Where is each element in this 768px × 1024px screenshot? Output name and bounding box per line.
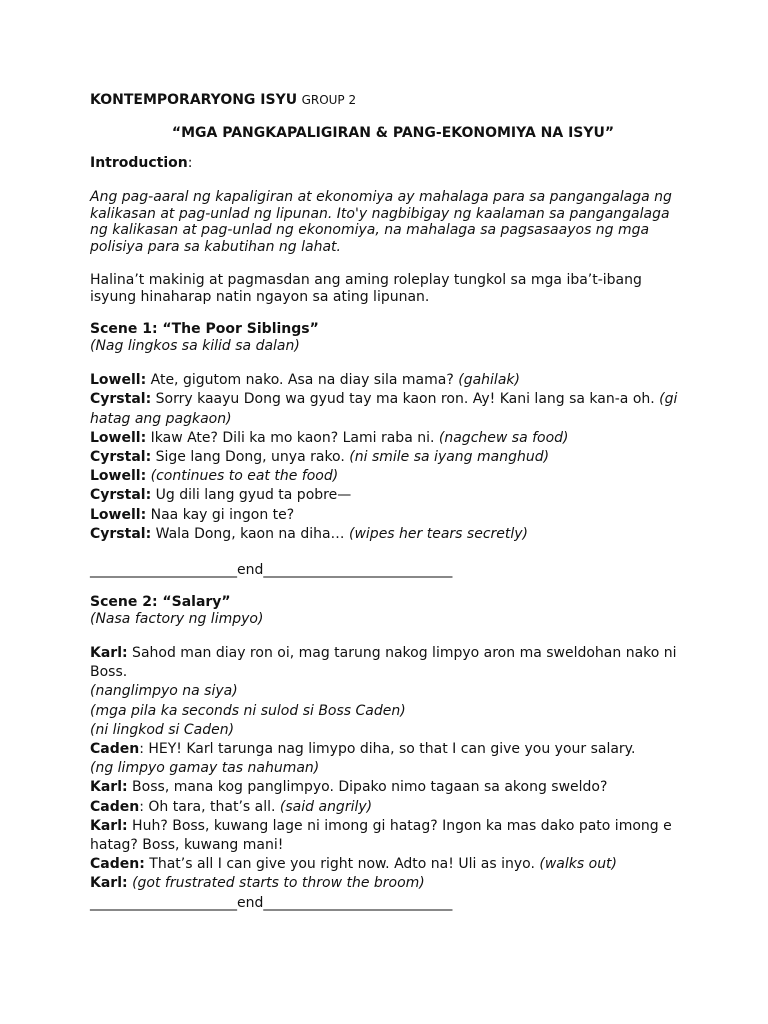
invitation-paragraph: Halina’t makinig at pagmasdan ang aming roleplay tungkol sa mga iba’t-ibang isyung hinaharap natin ngayon sa ating lipunan. [90, 271, 642, 305]
speaker-name: Cyrstal: [90, 487, 152, 504]
line-text: Huh? Boss, kuwang lage ni imong gi hatag? Ingon ka mas dako pato imong e hatag? Boss, kuwang mani! [90, 817, 672, 854]
speaker-name: Caden [90, 798, 140, 815]
scene1-setting: (Nag lingkos sa kilid sa dalan) [90, 338, 300, 355]
scene1-end-divider: _____________________end___________________________ [90, 562, 453, 579]
stage-direction: (nagchew sa food) [438, 429, 569, 446]
stage-direction: (nanglimpyo na siya) [90, 683, 238, 700]
scene2-end-divider: _____________________end___________________________ [90, 894, 453, 911]
group-label: GROUP 2 [301, 93, 357, 107]
stage-direction: (continues to eat the food) [150, 468, 339, 485]
dialogue-line [90, 778, 690, 797]
line-text: Sorry kaayu Dong wa gyud tay ma kaon ron. Ay! Kani lang sa kan-a oh. [151, 391, 660, 408]
document-page [90, 90, 690, 913]
stage-direction: (said angrily) [279, 798, 373, 815]
stage-direction: (got frustrated starts to throw the broom) [132, 875, 425, 892]
speaker-name: Lowell: [90, 429, 147, 446]
scene2-dialogue [90, 644, 690, 894]
dialogue-line [90, 855, 690, 874]
stage-direction: (ni lingkod si Caden) [90, 721, 235, 738]
scene1-title: Scene 1: “The Poor Siblings” [90, 321, 319, 338]
stage-direction: (ni smile sa iyang manghud) [349, 449, 550, 466]
dialogue-line [90, 486, 690, 505]
introduction-paragraph: Ang pag-aaral ng kapaligiran at ekonomiya ay mahalaga para sa pangangalaga ng kalikasan at pag-unlad ng lipunan. Ito'y nagbibigay ng kaalaman sa pangangalaga ng kalikasan at pag-unlad ng ekonomiya, na mahalaga sa pagsasaayos ng mga polisiya para sa kabutihan ng lahat. [90, 189, 672, 256]
scene2-setting: (Nasa factory ng limpyo) [90, 611, 264, 628]
line-text: Naa kay gi ingon te? [146, 506, 295, 523]
line-text: Sahod man diay ron oi, mag tarung nakog limpyo aron ma sweldohan nako ni Boss. [90, 645, 677, 681]
dialogue-line [90, 429, 690, 448]
speaker-name: Cyrstal: [90, 525, 152, 542]
line-text: : Oh tara, that’s all. [139, 798, 280, 815]
introduction-colon: : [187, 155, 193, 171]
line-text: : HEY! Karl tarunga nag limypo diha, so that I can give you your salary. [139, 741, 636, 758]
speaker-name: Cyrstal: [90, 391, 152, 408]
stage-direction: (mga pila ka seconds ni sulod si Boss Caden) [90, 702, 406, 719]
dialogue-line [90, 874, 690, 893]
stage-direction: (wipes her tears secretly) [349, 525, 529, 542]
dialogue-line [90, 390, 690, 428]
speaker-name: Lowell: [90, 506, 147, 523]
speaker-name: Caden: [90, 856, 145, 873]
line-text: Sige lang Dong, unya rako. [151, 449, 350, 466]
dialogue-line [90, 467, 690, 486]
stage-direction: (ng limpyo gamay tas nahuman) [90, 760, 320, 777]
document-header [90, 90, 690, 110]
line-text: That’s all I can give you right now. Adto na! Uli as inyo. [144, 856, 540, 873]
dialogue-line [90, 740, 690, 759]
dialogue-line [90, 798, 690, 817]
line-text: Wala Dong, kaon na diha… [151, 525, 349, 542]
line-text: Ug dili lang gyud ta pobre— [151, 487, 352, 504]
speaker-name: Karl: [90, 779, 128, 796]
dialogue-line [90, 448, 690, 467]
introduction-label: Introduction [90, 155, 188, 171]
stage-direction: (gi hatag ang pagkaon) [90, 391, 678, 427]
scene2-title: Scene 2: “Salary” [90, 594, 231, 611]
introduction-heading [90, 154, 690, 173]
dialogue-line [90, 371, 690, 390]
dialogue-line [90, 525, 690, 544]
speaker-name: Karl: [90, 875, 128, 892]
dialogue-line [90, 817, 690, 855]
dialogue-line [90, 506, 690, 525]
line-text: Boss, mana kog panglimpyo. Dipako nimo tagaan sa akong sweldo? [127, 779, 608, 796]
speaker-name: Caden [90, 741, 140, 758]
document-title: “MGA PANGKAPALIGIRAN & PANG-EKONOMIYA NA ISYU” [171, 125, 615, 141]
stage-direction: (gahilak) [458, 372, 520, 389]
line-text: Ikaw Ate? Dili ka mo kaon? Lami raba ni. [146, 429, 439, 446]
speaker-name: Cyrstal: [90, 449, 152, 466]
speaker-name: Karl: [90, 817, 128, 834]
speaker-name: Lowell: [90, 468, 147, 485]
scene1-dialogue [90, 371, 690, 544]
line-text: Ate, gigutom nako. Asa na diay sila mama? [146, 372, 459, 389]
stage-direction: (walks out) [539, 856, 618, 873]
course-name: KONTEMPORARYONG ISYU [90, 92, 298, 108]
dialogue-line [90, 644, 690, 682]
speaker-name: Lowell: [90, 372, 147, 389]
speaker-name: Karl: [90, 645, 128, 662]
